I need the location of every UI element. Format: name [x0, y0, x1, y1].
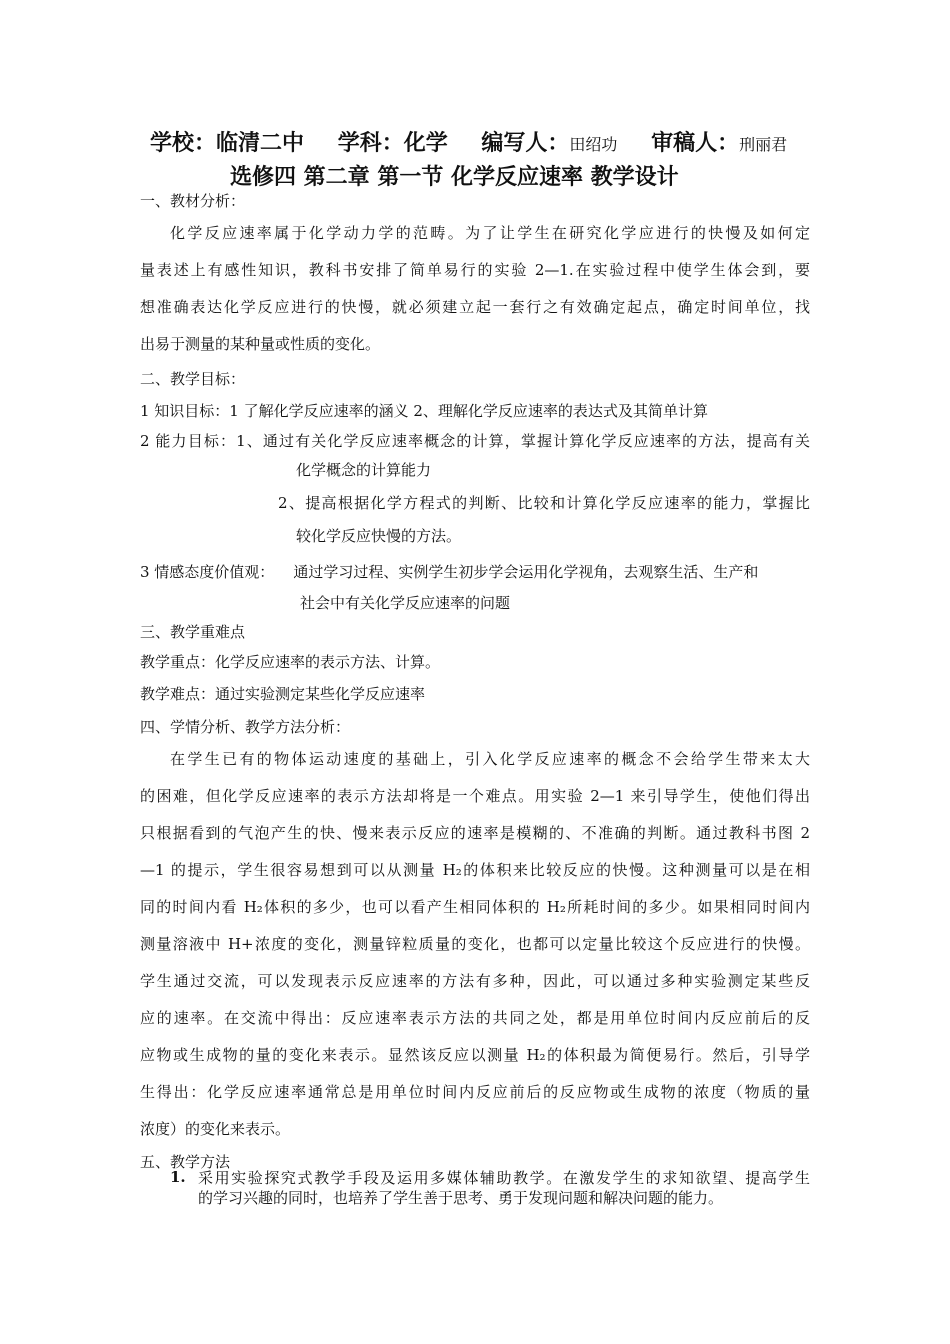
paragraph-line: 生得出：化学反应速率通常总是用单位时间内反应前后的反应物或生成物的浓度（物质的量 — [140, 1083, 810, 1101]
list-item-text-line1: 采用实验探究式教学手段及运用多媒体辅助教学。在激发学生的求知欲望、提高学生 — [198, 1169, 810, 1187]
goal-ability-line4: 较化学反应快慢的方法。 — [296, 527, 462, 545]
paragraph-line: 应物或生成物的量的变化来表示。显然该反应以测量 H₂的体积最为简便易行。然后，引导学 — [140, 1046, 810, 1064]
teaching-method-item — [170, 1168, 810, 1208]
teaching-difficulty: 教学难点：通过实验测定某些化学反应速率 — [140, 685, 426, 703]
section-heading-teaching-goals: 二、教学目标： — [140, 370, 246, 388]
paragraph-line: 想准确表达化学反应进行的快慢，就必须建立起一套行之有效确定起点，确定时间单位，找 — [140, 298, 810, 316]
subject-label: 学科：化学 — [337, 130, 448, 156]
paragraph-line: 化学反应速率属于化学动力学的范畴。为了让学生在研究化学应进行的快慢及如何定 — [170, 224, 810, 242]
reviewer-name: 刑丽君 — [739, 135, 788, 154]
document-title: 选修四 第二章 第一节 化学反应速率 教学设计 — [230, 164, 679, 190]
paragraph-line: 浓度）的变化来表示。 — [140, 1120, 291, 1138]
paragraph-line: 量表述上有感性知识，教科书安排了简单易行的实验 2—1.在实验过程中使学生体会到，要 — [140, 261, 810, 279]
goal-ability-line1: 2 能力目标：1、通过有关化学反应速率概念的计算，掌握计算化学反应速率的方法，提高有关 — [140, 432, 810, 450]
goal-knowledge: 1 知识目标：1 了解化学反应速率的涵义 2、理解化学反应速率的表达式及其简单计算 — [140, 402, 708, 420]
paragraph-line: 在学生已有的物体运动速度的基础上，引入化学反应速率的概念不会给学生带来太大 — [170, 750, 810, 768]
section-heading-textbook-analysis: 一、教材分析： — [140, 192, 246, 210]
teaching-key-point: 教学重点：化学反应速率的表示方法、计算。 — [140, 653, 441, 671]
section-heading-key-points: 三、教学重难点 — [140, 623, 246, 641]
goal-emotion-line2: 社会中有关化学反应速率的问题 — [300, 594, 511, 612]
list-item-number: 1. — [170, 1168, 186, 1186]
school-label: 学校：临清二中 — [150, 130, 305, 156]
paragraph-line: 出易于测量的某种量或性质的变化。 — [140, 335, 381, 353]
goal-ability-line3: 2、提高根据化学方程式的判断、比较和计算化学反应速率的能力，掌握比 — [278, 494, 810, 512]
reviewer-label: 审稿人： — [651, 130, 740, 156]
paragraph-line: 的困难，但化学反应速率的表示方法却将是一个难点。用实验 2—1 来引导学生，使他们得出 — [140, 787, 810, 805]
paragraph-line: 学生通过交流，可以发现表示反应速率的方法有多种，因此，可以通过多种实验测定某些反 — [140, 972, 810, 990]
section4-paragraph — [140, 741, 810, 1148]
paragraph-line: 同的时间内看 H₂体积的多少，也可以看产生相同体积的 H₂所耗时间的多少。如果相同时间内 — [140, 898, 810, 916]
paragraph-line: 应的速率。在交流中得出：反应速率表示方法的共同之处，都是用单位时间内反应前后的反 — [140, 1009, 810, 1027]
paragraph-line: 测量溶液中 H+浓度的变化，测量锌粒质量的变化，也都可以定量比较这个反应进行的快慢。 — [140, 935, 810, 953]
paragraph-line: 只根据看到的气泡产生的快、慢来表示反应的速率是模糊的、不准确的判断。通过教科书图 2 — [140, 824, 810, 842]
section-heading-teaching-methods: 五、教学方法 — [140, 1153, 231, 1171]
author-label: 编写人： — [481, 130, 570, 156]
paragraph-line: —1 的提示，学生很容易想到可以从测量 H₂的体积来比较反应的快慢。这种测量可以是在相 — [140, 861, 810, 879]
section-heading-learner-analysis: 四、学情分析、教学方法分析： — [140, 718, 351, 736]
goal-ability-line2: 化学概念的计算能力 — [296, 461, 432, 479]
section1-paragraph — [140, 215, 810, 363]
goal-emotion-line1: 3 情感态度价值观： 通过学习过程、实例学生初步学会运用化学视角，去观察生活、生产和 — [140, 563, 759, 581]
author-name: 田绍功 — [569, 135, 618, 154]
header-line — [150, 126, 820, 157]
list-item-text-line2: 的学习兴趣的同时，也培养了学生善于思考、勇于发现问题和解决问题的能力。 — [198, 1189, 724, 1207]
